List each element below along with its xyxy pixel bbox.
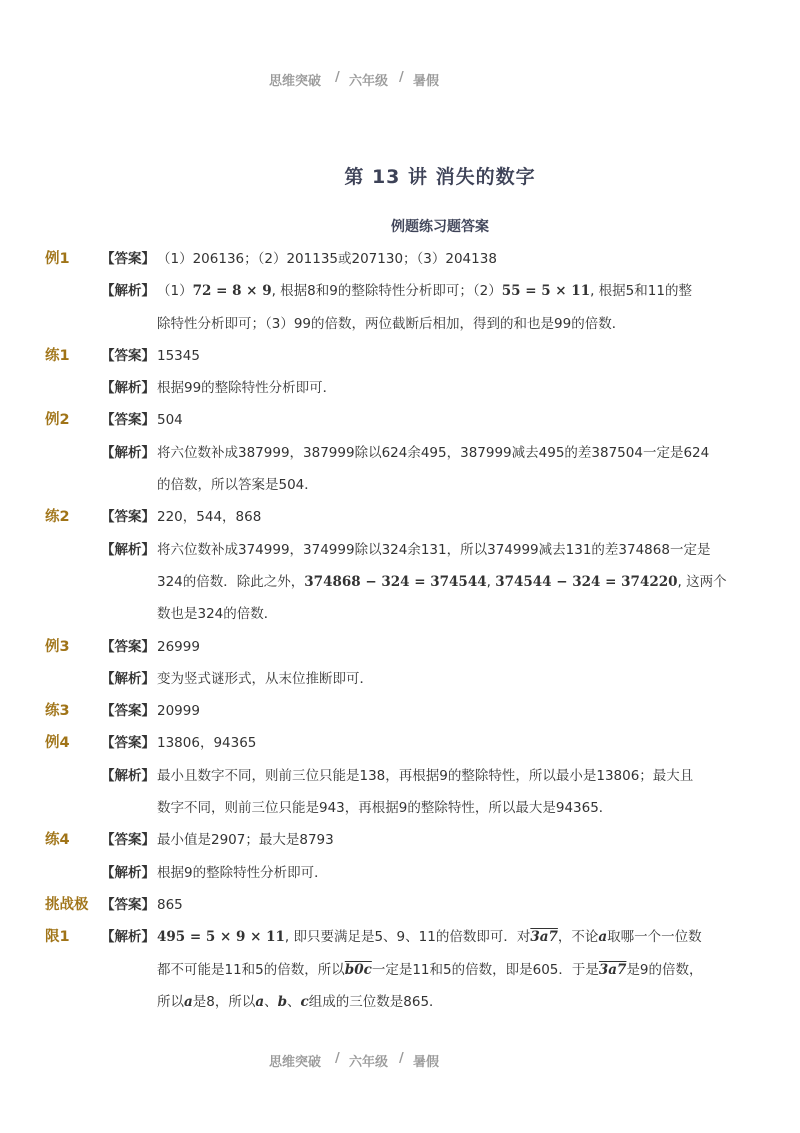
analysis-text: 数字不同，则前三位只能是943，再根据9的整除特性，所以最大是94365． [157,800,613,817]
answer-line [0,344,800,376]
header-separator: / [399,70,404,85]
answer-text: （1）206136；（2）201135或207130；（3）204138 [157,251,497,267]
answer-line [0,731,800,763]
overlined-number: b0c [344,961,372,978]
analysis-continuation [0,958,800,990]
analysis-text: （1）72 = 8 × 9, 根据8和9的整除特性分析即可；（2）55 = 5 × 11, 根据5和11的整 [157,283,692,300]
variable: a [598,929,608,946]
analysis-continuation [0,312,800,344]
question-label: 例4 [45,735,70,752]
analysis-text: 变为竖式谜形式，从末位推断即可． [157,670,373,687]
question-label: 练3 [45,703,70,720]
question-label: 练4 [45,832,70,849]
page-title: 第 13 讲 消失的数字 [344,166,536,188]
analysis-line [0,925,800,957]
analysis-text: 将六位数补成374999，374999除以324余131，所以374999减去131的差374868一定是 [157,541,711,558]
answer-tag: 【答案】 [101,832,155,849]
analysis-continuation [0,570,800,602]
answer-line [0,408,800,440]
math-expression: 495 = 5 × 9 × 11 [157,929,285,946]
analysis-line [0,538,800,570]
answer-text: 220，544，868 [157,509,262,526]
variable: c [300,993,309,1010]
answer-text: 20999 [157,703,200,720]
analysis-line [0,861,800,893]
page-subtitle: 例题练习题答案 [391,219,489,235]
question-label: 挑战极 [45,896,89,913]
analysis-text: 除特性分析即可；（3）99的倍数，两位截断后相加，得到的和也是99的倍数． [157,315,626,332]
footer-separator: / [399,1051,404,1066]
footer-separator: / [335,1051,340,1066]
header-term: 暑假 [413,74,440,89]
analysis-line [0,376,800,408]
answer-tag: 【答案】 [101,735,155,752]
answer-tag: 【答案】 [101,347,155,364]
answer-line [0,247,800,279]
answer-text: 865 [157,896,183,913]
answer-tag: 【答案】 [101,251,155,267]
answer-text: 最小值是2907；最大是8793 [157,832,334,849]
analysis-text: 324的倍数．除此之外，374868 − 324 = 374544, 374544 − 324 = 374220, 这两个 [157,573,727,590]
header-grade: 六年级 [349,74,389,89]
analysis-text: 所以a是8，所以a、b、c组成的三位数是865． [157,993,443,1010]
analysis-text: 数也是324的倍数． [157,606,278,623]
analysis-text: 根据9的整除特性分析即可． [157,864,328,881]
analysis-tag: 【解析】 [101,767,155,784]
analysis-text: 最小且数字不同，则前三位只能是138，再根据9的整除特性，所以最小是13806；最大且 [157,767,694,784]
analysis-text: 495 = 5 × 9 × 11, 即只要满足是5、9、11的倍数即可．对3a7，不论a取哪一个一位数 [157,929,702,946]
answer-text: 13806，94365 [157,735,257,752]
question-label: 练1 [45,347,70,364]
analysis-tag: 【解析】 [101,864,155,881]
answer-tag: 【答案】 [101,896,155,913]
answer-line [0,699,800,731]
math-expression: 374868 − 324 = 374544 [304,573,487,590]
analysis-text: 的倍数，所以答案是504． [157,477,318,494]
answer-line [0,635,800,667]
analysis-tag: 【解析】 [101,444,155,461]
answer-text: 504 [157,412,183,429]
analysis-continuation [0,602,800,634]
analysis-text: 根据99的整除特性分析即可． [157,380,337,397]
answer-line [0,505,800,537]
analysis-continuation [0,796,800,828]
variable: b [277,993,288,1010]
question-label: 例2 [45,412,70,429]
answer-tag: 【答案】 [101,509,155,526]
answer-tag: 【答案】 [101,412,155,429]
analysis-tag: 【解析】 [101,670,155,687]
analysis-text: 将六位数补成387999，387999除以624余495，387999减去495的差387504一定是624 [157,444,710,461]
footer-term: 暑假 [413,1055,440,1070]
analysis-continuation [0,473,800,505]
analysis-tag: 【解析】 [101,541,155,558]
footer-series: 思维突破 [269,1055,322,1070]
overlined-number: 3a7 [530,929,558,946]
answer-tag: 【答案】 [101,638,155,655]
analysis-tag: 【解析】 [101,929,155,946]
math-expression: 55 = 5 × 11 [501,283,591,300]
analysis-tag: 【解析】 [101,380,155,397]
answer-list [0,247,800,1022]
header-separator: / [335,70,340,85]
answer-text: 26999 [157,638,200,655]
math-expression: 374544 − 324 = 374220 [495,573,678,590]
question-label: 限1 [45,929,70,946]
analysis-continuation [0,990,800,1022]
question-label: 例1 [45,251,70,267]
answer-line [0,893,800,925]
variable: a [184,993,193,1010]
overlined-number: 3a7 [598,961,627,978]
answer-text: 15345 [157,347,200,364]
analysis-text: 都不可能是11和5的倍数，所以b0c一定是11和5的倍数，即是605．于是3a7是9的倍数， [157,961,703,978]
variable: a [255,993,265,1010]
analysis-line [0,764,800,796]
math-expression: 72 = 8 × 9 [192,283,272,300]
footer-grade: 六年级 [349,1055,389,1070]
analysis-tag: 【解析】 [101,283,155,300]
answer-tag: 【答案】 [101,703,155,720]
analysis-line [0,279,800,311]
analysis-line [0,667,800,699]
answer-line [0,828,800,860]
analysis-line [0,441,800,473]
question-label: 练2 [45,509,70,526]
header-series: 思维突破 [269,74,322,89]
question-label: 例3 [45,638,70,655]
